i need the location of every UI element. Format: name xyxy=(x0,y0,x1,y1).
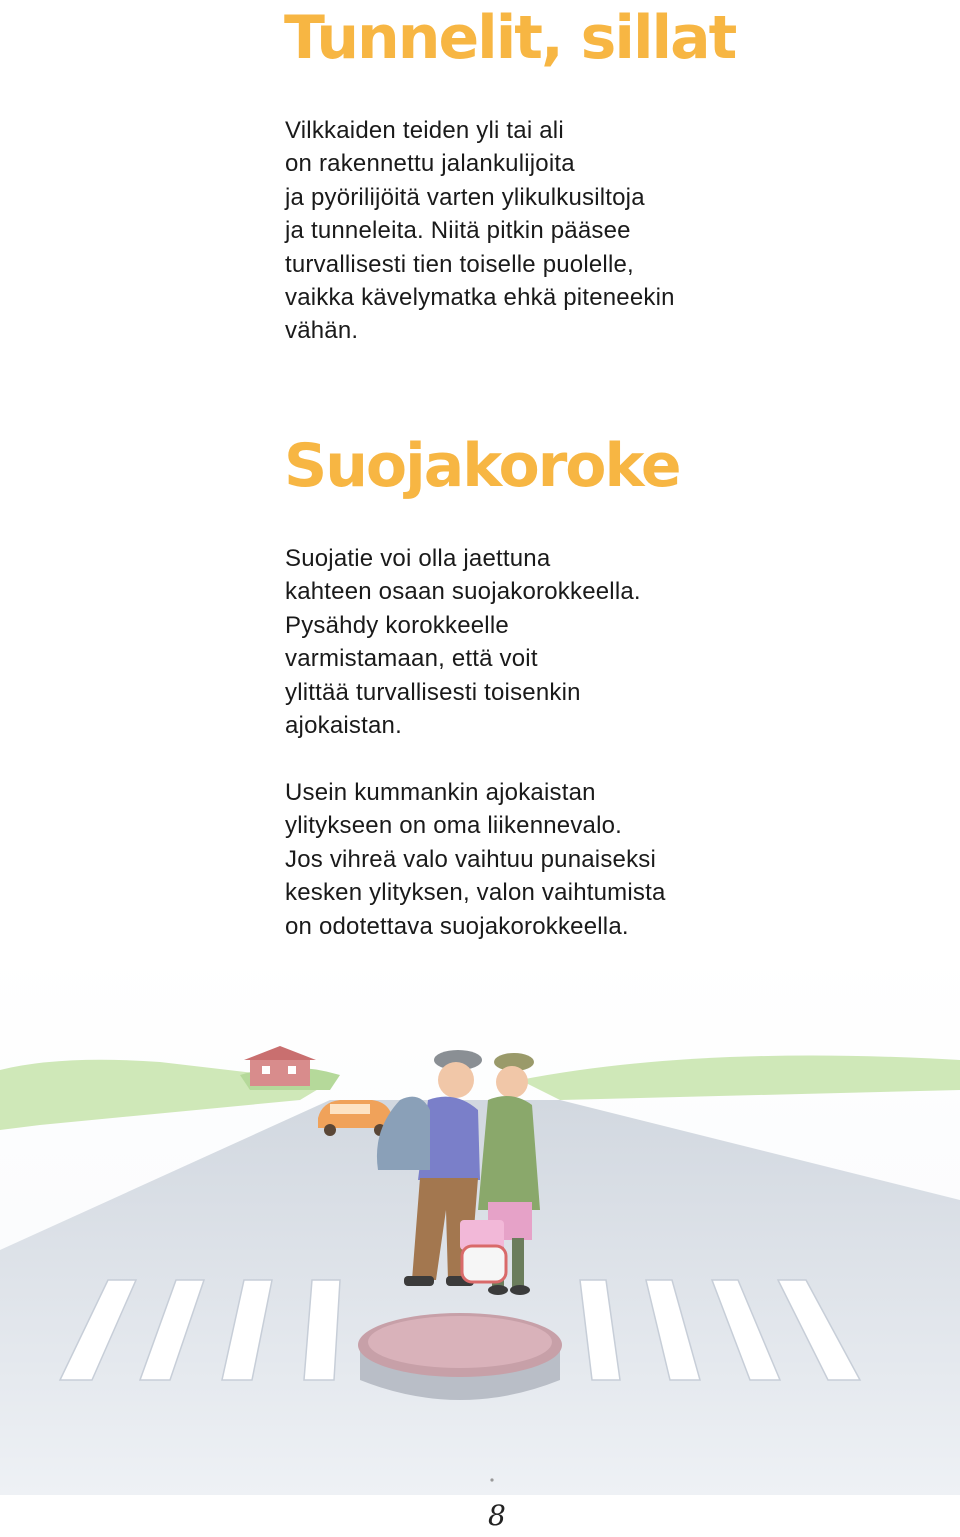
crossing-illustration xyxy=(0,950,960,1495)
text-line: Jos vihreä valo vaihtuu punaiseksi xyxy=(285,845,657,873)
text-line: varmistamaan, että voit xyxy=(285,645,538,673)
section-title: Suojakoroke xyxy=(284,431,680,501)
traffic-light-paragraph xyxy=(285,776,745,943)
text-line: Pysähdy korokkeelle xyxy=(285,611,509,639)
text-line: ajokaistan. xyxy=(285,712,402,740)
tunnels-paragraph xyxy=(285,114,745,348)
refuge-island xyxy=(358,1313,562,1400)
text-line: Vilkkaiden teiden yli tai ali xyxy=(285,117,564,144)
text-line: kesken ylityksen, valon vaihtumista xyxy=(285,879,666,907)
text-line: ja tunneleita. Niitä pitkin pääsee xyxy=(285,217,631,245)
page-number: 8 xyxy=(488,1499,506,1532)
text-line: ylittää turvallisesti toisenkin xyxy=(285,678,581,706)
refuge-paragraph xyxy=(285,542,745,742)
text-line: kahteen osaan suojakorokkeella. xyxy=(285,578,641,606)
text-line: Suojatie voi olla jaettuna xyxy=(285,545,551,572)
page-title: Tunnelit, sillat xyxy=(284,3,736,73)
text-line: ja pyörilijöitä varten ylikulkusiltoja xyxy=(285,183,645,211)
text-line: Usein kummankin ajokaistan xyxy=(285,779,596,806)
text-line: vaikka kävelymatka ehkä piteneekin xyxy=(285,284,675,312)
text-line: on odotettava suojakorokkeella. xyxy=(285,912,629,940)
text-line: vähän. xyxy=(285,317,359,345)
text-line: on rakennettu jalankulijoita xyxy=(285,150,575,178)
text-line: ylitykseen on oma liikennevalo. xyxy=(285,812,623,840)
text-line: turvallisesti tien toiselle puolelle, xyxy=(285,250,634,278)
